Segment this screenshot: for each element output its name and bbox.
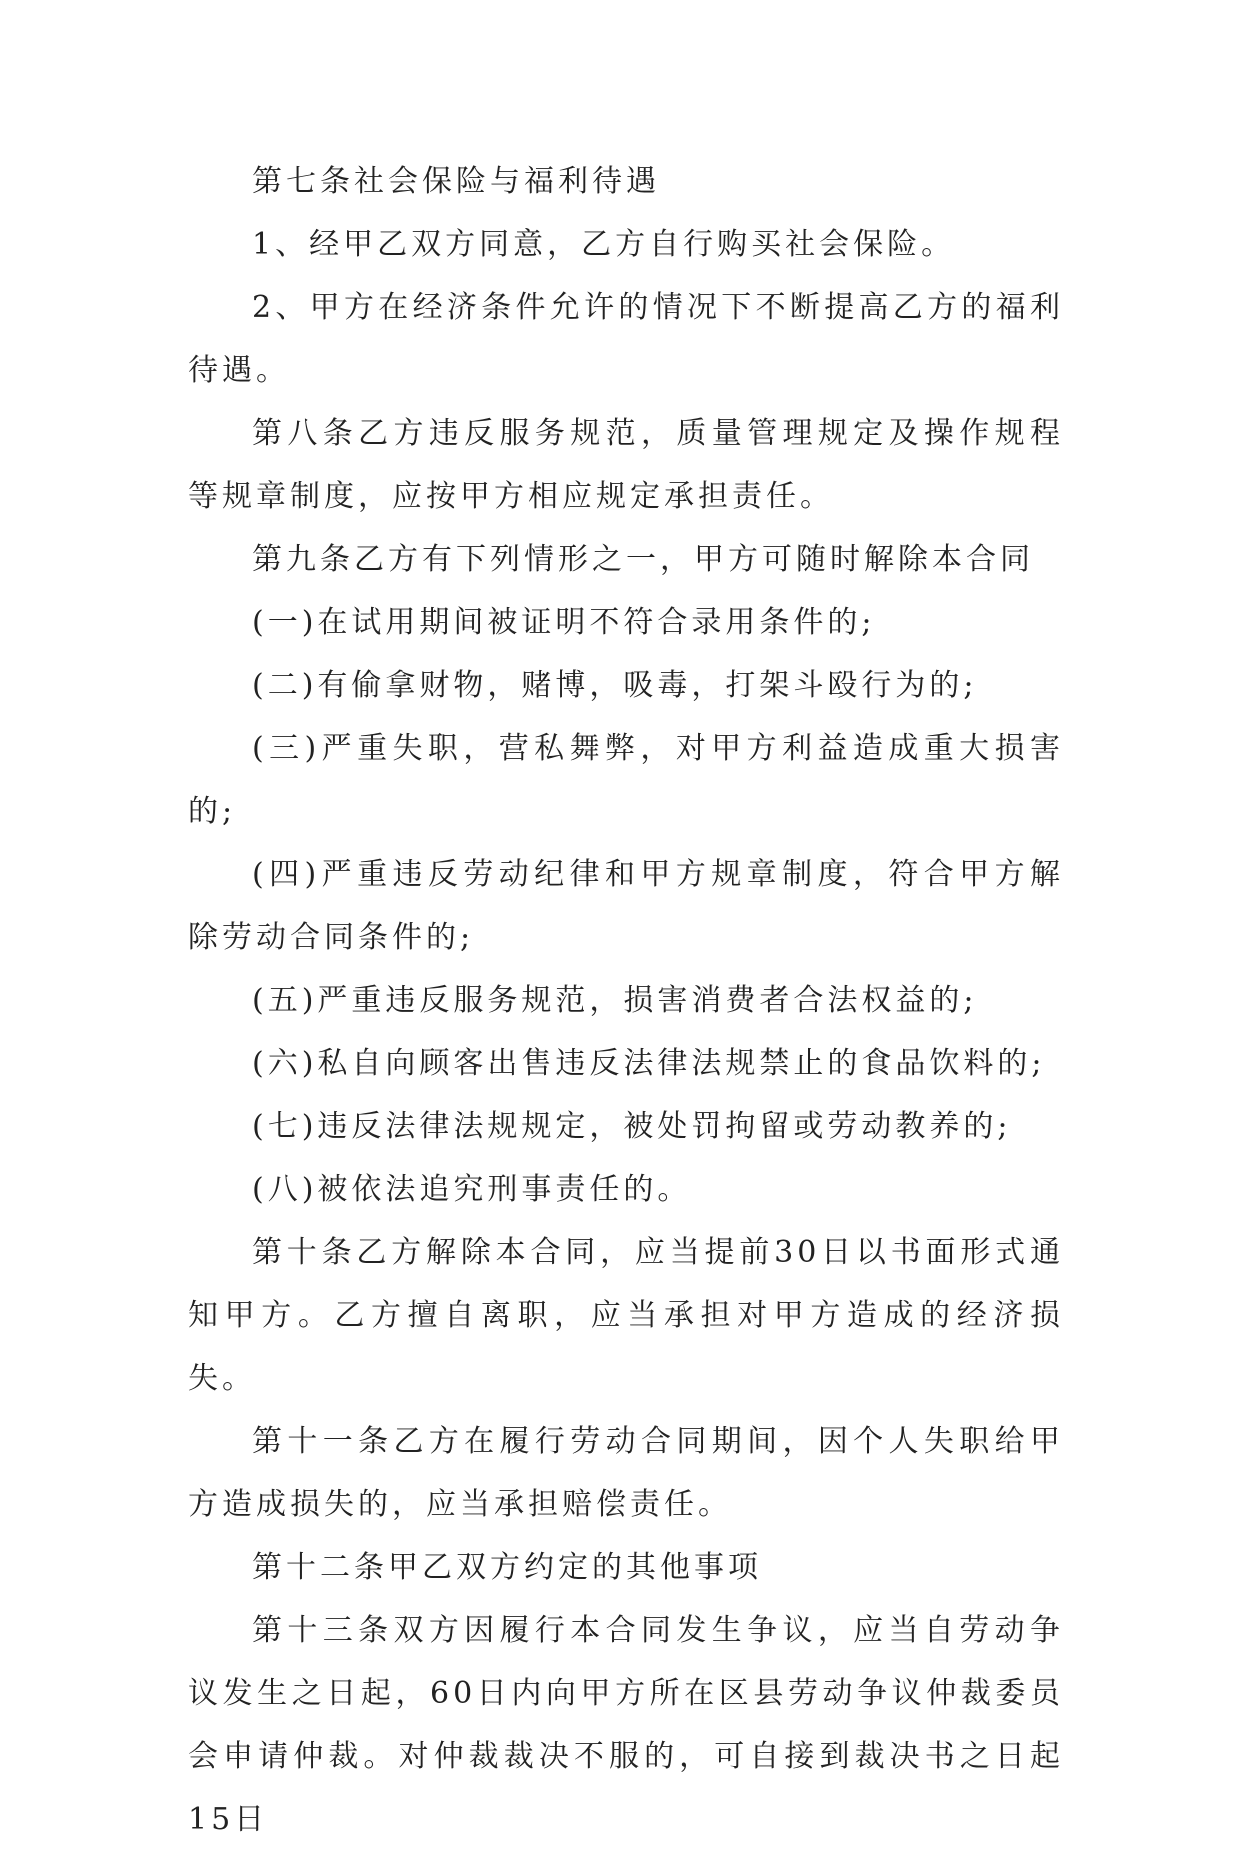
paragraph-article-11: 第十一条乙方在履行劳动合同期间，因个人失职给甲方造成损失的，应当承担赔偿责任。 <box>188 1424 1064 1522</box>
paragraph-article-9-item-7: (七)违反法律法规规定，被处罚拘留或劳动教养的; <box>252 1109 1012 1144</box>
paragraph-article-12: 第十二条甲乙双方约定的其他事项 <box>252 1550 762 1585</box>
paragraph-article-10: 第十条乙方解除本合同，应当提前30日以书面形式通知甲方。乙方擅自离职，应当承担对甲方造成的经济损失。 <box>188 1235 1064 1396</box>
paragraph-article-13: 第十三条双方因履行本合同发生争议，应当自劳动争议发生之日起，60日内向甲方所在区县劳动争议仲裁委员会申请仲裁。对仲裁裁决不服的，可自接到裁决书之日起15日 <box>188 1613 1064 1837</box>
paragraph-article-9-item-1: (一)在试用期间被证明不符合录用条件的; <box>252 605 876 640</box>
paragraph-article-8: 第八条乙方违反服务规范，质量管理规定及操作规程等规章制度，应按甲方相应规定承担责任。 <box>188 416 1064 514</box>
paragraph-article-7-item-2: 2、甲方在经济条件允许的情况下不断提高乙方的福利待遇。 <box>188 290 1064 388</box>
paragraph-article-9-item-5: (五)严重违反服务规范，损害消费者合法权益的; <box>252 983 978 1018</box>
paragraph-article-9-item-3: (三)严重失职，营私舞弊，对甲方利益造成重大损害的; <box>188 731 1064 829</box>
paragraph-article-7-item-1: 1、经甲乙双方同意，乙方自行购买社会保险。 <box>252 227 956 262</box>
paragraph-article-9-item-4: (四)严重违反劳动纪律和甲方规章制度，符合甲方解除劳动合同条件的; <box>188 857 1064 955</box>
paragraph-article-7-title: 第七条社会保险与福利待遇 <box>252 164 660 199</box>
paragraph-article-9-item-6: (六)私自向顾客出售违反法律法规禁止的食品饮料的; <box>252 1046 1046 1081</box>
paragraph-article-9-item-2: (二)有偷拿财物，赌博，吸毒，打架斗殴行为的; <box>252 668 978 703</box>
paragraph-article-9-item-8: (八)被依法追究刑事责任的。 <box>252 1172 692 1207</box>
paragraph-article-9-title: 第九条乙方有下列情形之一，甲方可随时解除本合同 <box>252 542 1034 577</box>
document-page <box>188 150 1064 1851</box>
